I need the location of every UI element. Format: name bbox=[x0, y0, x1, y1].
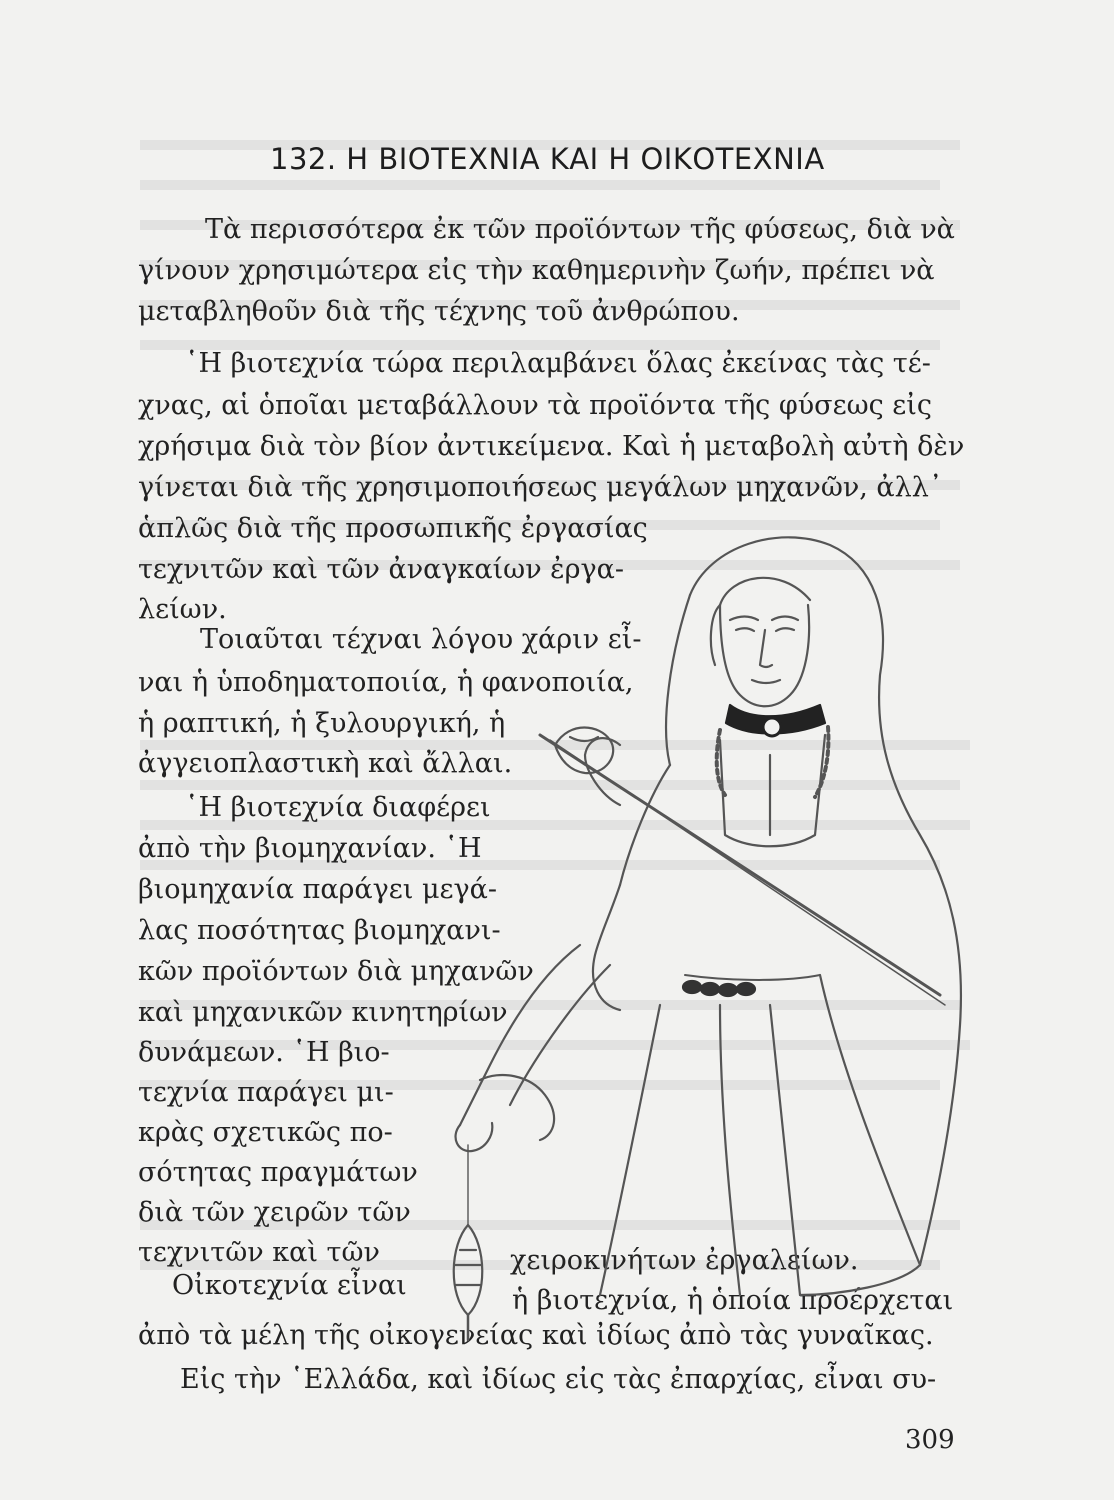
text-line: Εἰς τὴν ῾Ελλάδα, καὶ ἰδίως εἰς τὰς ἐπαρχίας, εἶναι συ- bbox=[180, 1364, 937, 1395]
text-line: λας ποσότητας βιομηχανι- bbox=[138, 915, 501, 946]
text-line: ἡ βιοτεχνία, ἡ ὁποία προέρχεται bbox=[512, 1285, 954, 1316]
text-line: κρὰς σχετικῶς πο- bbox=[138, 1117, 393, 1148]
text-line: ἁπλῶς διὰ τῆς προσωπικῆς ἐργασίας bbox=[138, 513, 648, 544]
text-line: Οἰκοτεχνία εἶναι bbox=[172, 1270, 407, 1301]
chapter-title: 132. Η ΒΙΟΤΕΧΝΙΑ ΚΑΙ Η ΟΙΚΟΤΕΧΝΙΑ bbox=[270, 142, 825, 176]
text-line: βιομηχανία παράγει μεγά- bbox=[138, 874, 497, 905]
spinning-woman-illustration bbox=[420, 505, 980, 1345]
text-line: χειροκινήτων ἐργαλείων. bbox=[510, 1245, 859, 1276]
text-line: τεχνιτῶν καὶ τῶν ἀναγκαίων ἐργα- bbox=[138, 554, 625, 585]
text-line: ἀγγειοπλαστικὴ καὶ ἄλλαι. bbox=[138, 748, 513, 779]
text-line: μεταβληθοῦν διὰ τῆς τέχνης τοῦ ἀνθρώπου. bbox=[138, 296, 740, 327]
text-line: χρήσιμα διὰ τὸν βίον ἀντικείμενα. Καὶ ἡ μεταβολὴ αὐτὴ δὲν bbox=[138, 431, 965, 462]
text-line: χνας, αἱ ὁποῖαι μεταβάλλουν τὰ προϊόντα τῆς φύσεως εἰς bbox=[138, 390, 932, 421]
text-line: κῶν προϊόντων διὰ μηχανῶν bbox=[138, 956, 534, 987]
text-line: δυνάμεων. ῾Η βιο- bbox=[138, 1037, 390, 1068]
page-number: 309 bbox=[905, 1425, 955, 1455]
text-line: ῾Η βιοτεχνία διαφέρει bbox=[185, 792, 491, 823]
text-line: λείων. bbox=[138, 594, 227, 625]
text-line: ναι ἡ ὑποδηματοποιία, ἡ φανοποιία, bbox=[138, 667, 634, 698]
text-line: ῾Η βιοτεχνία τώρα περιλαμβάνει ὅλας ἐκείνας τὰς τέ- bbox=[185, 348, 931, 379]
text-line: τεχνία παράγει μι- bbox=[138, 1077, 394, 1108]
text-line: τεχνιτῶν καὶ τῶν bbox=[138, 1237, 380, 1268]
text-line: ἡ ραπτική, ἡ ξυλουργική, ἡ bbox=[138, 708, 506, 739]
text-line: Τοιαῦται τέχναι λόγου χάριν εἶ- bbox=[200, 624, 642, 655]
text-line: σότητας πραγμάτων bbox=[138, 1157, 418, 1188]
text-line: γίνεται διὰ τῆς χρησιμοποιήσεως μεγάλων μηχανῶν, ἀλλ᾽ bbox=[138, 472, 943, 503]
text-line: καὶ μηχανικῶν κινητηρίων bbox=[138, 997, 508, 1028]
text-line: Τὰ περισσότερα ἐκ τῶν προϊόντων τῆς φύσεως, διὰ νὰ bbox=[205, 214, 955, 245]
text-line: διὰ τῶν χειρῶν τῶν bbox=[138, 1197, 411, 1228]
text-line: ἀπὸ τὴν βιομηχανίαν. ῾Η bbox=[138, 833, 482, 864]
text-line: ἀπὸ τὰ μέλη τῆς οἰκογενείας καὶ ἰδίως ἀπὸ τὰς γυναῖκας. bbox=[138, 1320, 934, 1351]
text-line: γίνουν χρησιμώτερα εἰς τὴν καθημερινὴν ζωήν, πρέπει νὰ bbox=[138, 255, 935, 286]
